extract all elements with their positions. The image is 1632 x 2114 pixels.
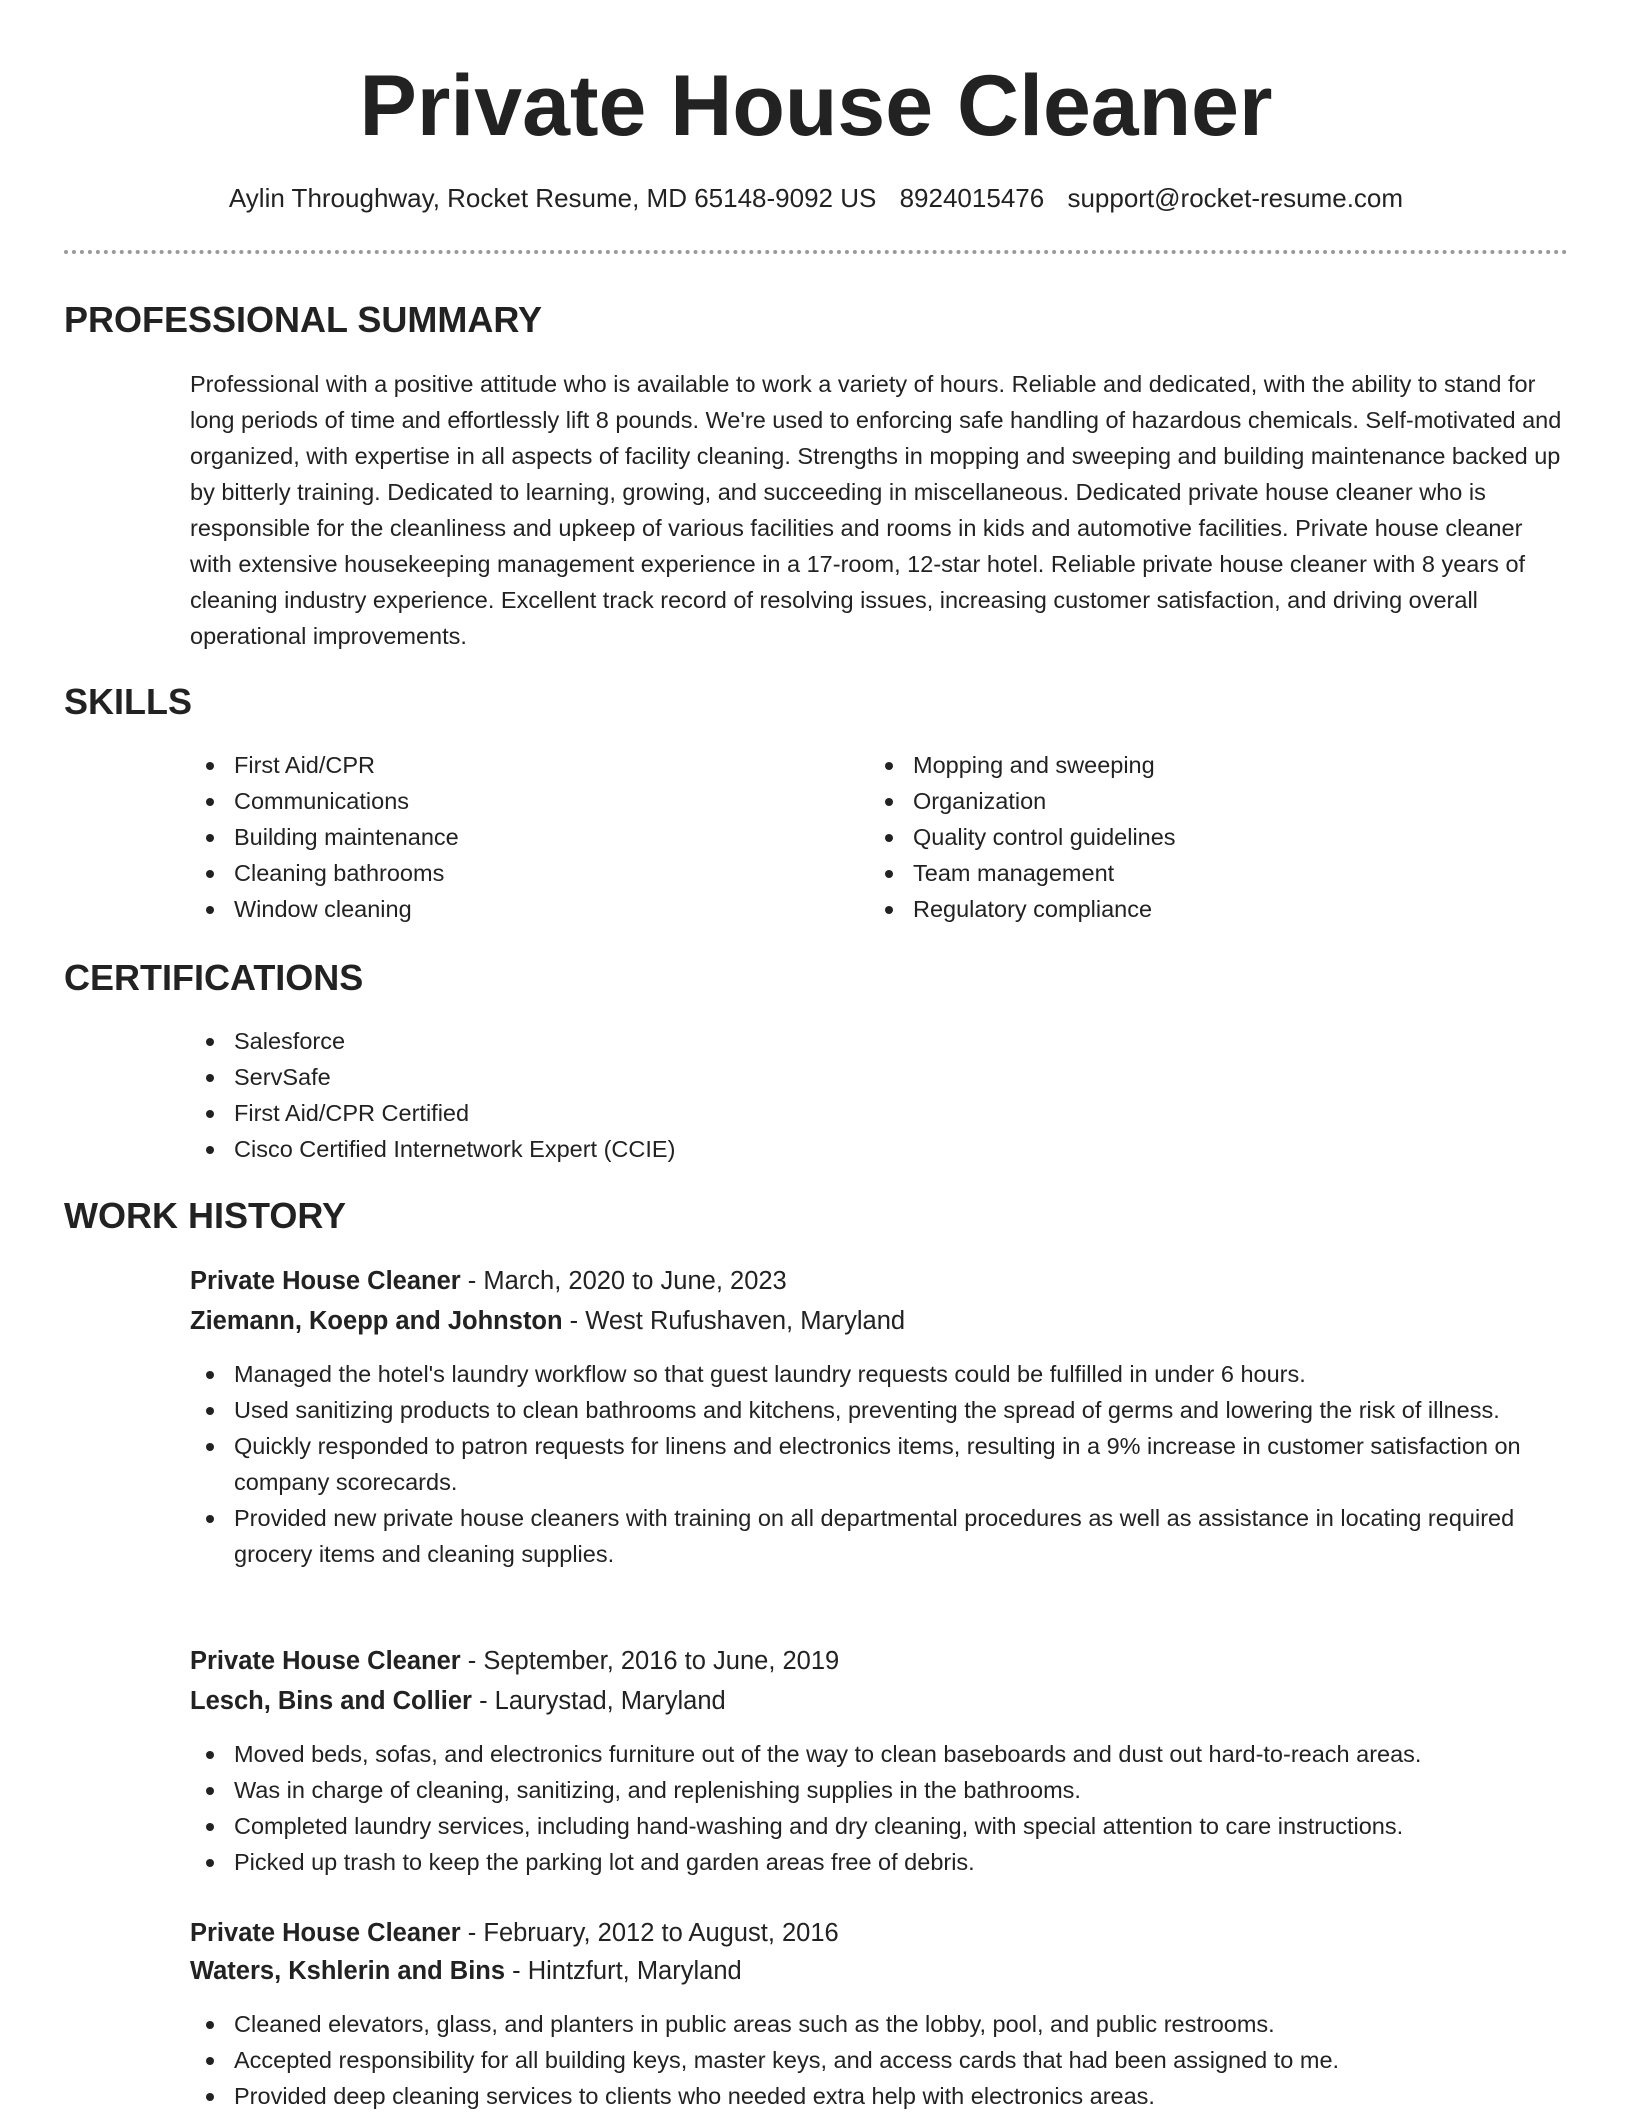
contact-email: support@rocket-resume.com bbox=[1067, 183, 1404, 213]
job-duty: Cleaned elevators, glass, and planters in public areas such as the lobby, pool, and public restrooms. bbox=[190, 2006, 1570, 2042]
job-duties-list bbox=[190, 1356, 1570, 1572]
job-role: Private House Cleaner bbox=[190, 1919, 461, 1947]
section-title-certifications: CERTIFICATIONS bbox=[64, 957, 364, 998]
job-role: Private House Cleaner bbox=[190, 1267, 461, 1295]
skill-item: Organization bbox=[869, 783, 1509, 819]
contact-line bbox=[0, 180, 1632, 216]
skill-item: Building maintenance bbox=[190, 819, 830, 855]
contact-address: Aylin Throughway, Rocket Resume, MD 65148-9092 US bbox=[228, 183, 877, 213]
certification-item: First Aid/CPR Certified bbox=[190, 1095, 1570, 1131]
job-duty: Used sanitizing products to clean bathrooms and kitchens, preventing the spread of germs and lowering the risk of illness. bbox=[190, 1392, 1570, 1428]
job-title-line bbox=[190, 1262, 787, 1300]
job-company: Waters, Kshlerin and Bins bbox=[190, 1957, 506, 1985]
certifications-list bbox=[190, 1023, 1570, 1167]
job-company-line bbox=[190, 1952, 742, 1990]
summary-text: Professional with a positive attitude who is available to work a variety of hours. Reliable and dedicated, with the ability to stand for long periods of time and effortlessly lift 8 pounds. We're used to enforcing safe handling of hazardous chemicals. Self-motivated and organized, with expertise in all aspects of facility cleaning. Strengths in mopping and sweeping and building maintenance backed up by bitterly training. Dedicated to learning, growing, and succeeding in miscellaneous. Dedicated private house cleaner who is responsible for the cleanliness and upkeep of various facilities and rooms in kids and automotive facilities. Private house cleaner with extensive housekeeping management experience in a 17-room, 12-star hotel. Reliable private house cleaner with 8 years of cleaning industry experience. Excellent track record of resolving issues, increasing customer satisfaction, and driving overall operational improvements. bbox=[190, 371, 1562, 649]
job-duty: Quickly responded to patron requests for linens and electronics items, resulting in a 9% increase in customer satisfaction on company scorecards. bbox=[190, 1428, 1570, 1500]
job-title-line bbox=[190, 1642, 839, 1680]
job-duty: Provided deep cleaning services to clients who needed extra help with electronics areas. bbox=[190, 2078, 1570, 2114]
certification-item: Cisco Certified Internetwork Expert (CCIE) bbox=[190, 1131, 1570, 1167]
skill-item: First Aid/CPR bbox=[190, 747, 830, 783]
job-duty: Accepted responsibility for all building keys, master keys, and access cards that had been assigned to me. bbox=[190, 2042, 1570, 2078]
job-role: Private House Cleaner bbox=[190, 1647, 461, 1675]
job-duties-list bbox=[190, 2006, 1570, 2114]
job-location: - West Rufushaven, Maryland bbox=[562, 1307, 906, 1335]
skills-list-left bbox=[190, 747, 830, 927]
section-title-work-history: WORK HISTORY bbox=[64, 1195, 347, 1236]
job-dates: - February, 2012 to August, 2016 bbox=[460, 1919, 839, 1947]
page-title: Private House Cleaner bbox=[359, 58, 1273, 154]
skill-item: Communications bbox=[190, 783, 830, 819]
job-duty: Moved beds, sofas, and electronics furniture out of the way to clean baseboards and dust out hard-to-reach areas. bbox=[190, 1736, 1570, 1772]
job-duty: Managed the hotel's laundry workflow so that guest laundry requests could be fulfilled in under 6 hours. bbox=[190, 1356, 1570, 1392]
section-title-skills: SKILLS bbox=[64, 681, 193, 722]
job-duty: Completed laundry services, including hand-washing and dry cleaning, with special attention to care instructions. bbox=[190, 1808, 1570, 1844]
contact-phone: 8924015476 bbox=[899, 183, 1045, 213]
certification-item: ServSafe bbox=[190, 1059, 1570, 1095]
certification-item: Salesforce bbox=[190, 1023, 1570, 1059]
job-company-line bbox=[190, 1302, 905, 1340]
job-company-line bbox=[190, 1682, 726, 1720]
job-title-line bbox=[190, 1914, 839, 1952]
skill-item: Window cleaning bbox=[190, 891, 830, 927]
job-duty: Provided new private house cleaners with training on all departmental procedures as well as assistance in locating required grocery items and cleaning supplies. bbox=[190, 1500, 1570, 1572]
skill-item: Regulatory compliance bbox=[869, 891, 1509, 927]
job-location: - Laurystad, Maryland bbox=[471, 1687, 726, 1715]
job-duty: Was in charge of cleaning, sanitizing, and replenishing supplies in the bathrooms. bbox=[190, 1772, 1570, 1808]
job-company: Ziemann, Koepp and Johnston bbox=[190, 1307, 563, 1335]
skills-list-right bbox=[869, 747, 1509, 927]
job-company: Lesch, Bins and Collier bbox=[190, 1687, 472, 1715]
job-duties-list bbox=[190, 1736, 1570, 1880]
skill-item: Quality control guidelines bbox=[869, 819, 1509, 855]
skill-item: Team management bbox=[869, 855, 1509, 891]
skill-item: Mopping and sweeping bbox=[869, 747, 1509, 783]
header-divider bbox=[64, 250, 1568, 254]
section-title-summary: PROFESSIONAL SUMMARY bbox=[64, 299, 543, 340]
job-dates: - March, 2020 to June, 2023 bbox=[460, 1267, 787, 1295]
job-dates: - September, 2016 to June, 2019 bbox=[460, 1647, 840, 1675]
job-duty: Picked up trash to keep the parking lot and garden areas free of debris. bbox=[190, 1844, 1570, 1880]
skill-item: Cleaning bathrooms bbox=[190, 855, 830, 891]
job-location: - Hintzfurt, Maryland bbox=[505, 1957, 742, 1985]
